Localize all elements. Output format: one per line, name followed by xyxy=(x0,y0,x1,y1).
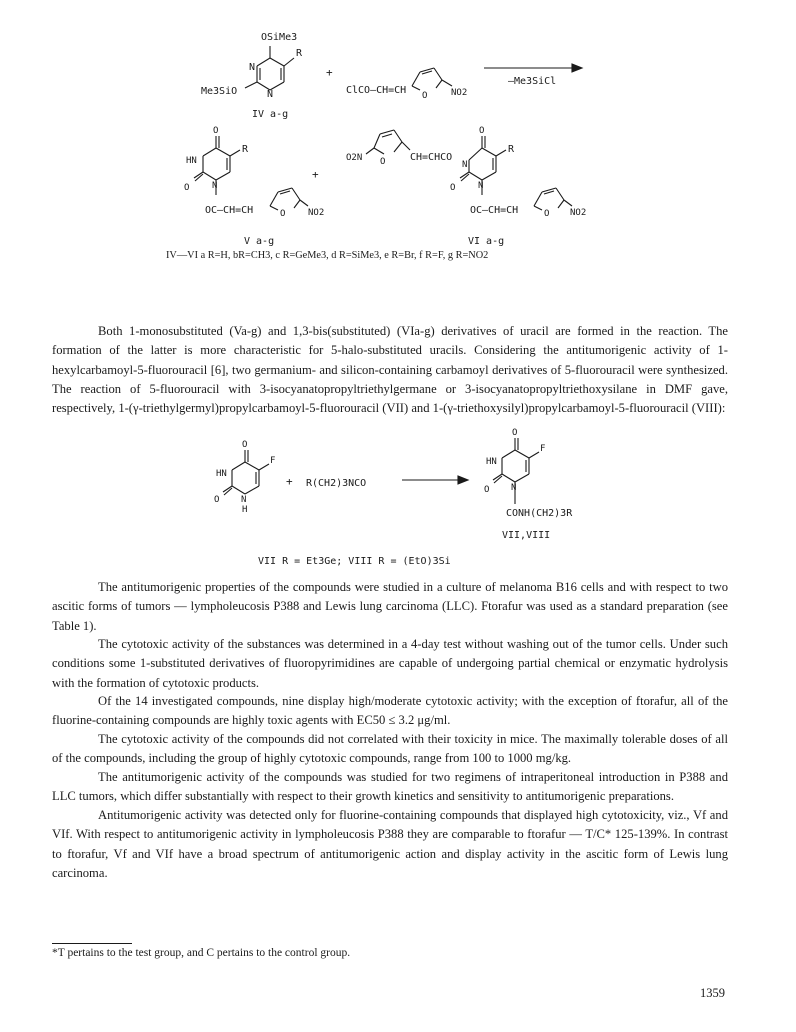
compound-vi-structure xyxy=(346,126,586,247)
carbonyl-oxygen-label: O xyxy=(184,183,190,193)
me3sio-label: Me3SiO xyxy=(201,86,238,97)
plus-sign: + xyxy=(312,168,319,181)
compound-iv-label: IV a-g xyxy=(252,109,289,120)
carbamoyl-chain-label: CONH(CH2)3R xyxy=(506,508,573,519)
hn-label: HN xyxy=(486,457,497,467)
compound-iv-structure xyxy=(201,32,303,120)
compound-vii-viii-structure xyxy=(484,428,573,541)
fluorine-label: F xyxy=(540,444,546,454)
r-label: R xyxy=(242,144,249,155)
carbonyl-oxygen-label: O xyxy=(484,485,490,495)
furan-oxygen-label: O xyxy=(544,209,550,219)
hn-label: HN xyxy=(186,156,197,166)
footnote-rule xyxy=(52,943,132,944)
body-paragraph: The cytotoxic activity of the compounds did not correlated with their toxicity in mice. The maximally tolerable doses of all of the compounds, including the group of highly cytotoxic compounds, range from 100 to 1000 mg/kg. xyxy=(52,732,728,766)
no2-label: NO2 xyxy=(451,88,468,98)
n-label: N xyxy=(462,160,468,170)
ch-chco-chain-label: CH=CHCO xyxy=(410,152,453,163)
furan-oxygen-label: O xyxy=(280,209,286,219)
carbonyl-oxygen-label: O xyxy=(512,428,518,438)
fluorine-label: F xyxy=(270,456,276,466)
o2n-label: O2N xyxy=(346,153,363,163)
n-label: N xyxy=(267,89,274,100)
acyl-chloride-structure xyxy=(346,68,467,101)
n-label: N xyxy=(478,181,484,191)
body-paragraph: The antitumorigenic properties of the compounds were studied in a culture of melanoma B16 cells and with respect to two ascitic forms of tumors — lympholeucosis P388 and Lewis lung carcinoma (LLC). Ftorafur was used as a standard preparation (see Table 1). xyxy=(52,580,728,633)
arrow-condition-label: –Me3SiCl xyxy=(508,76,557,87)
substituent-key: IV—VI a R=H, bR=CH3, c R=GeMe3, d R=SiMe3, e R=Br, f R=F, g R=NO2 xyxy=(166,250,489,261)
plus-sign: + xyxy=(286,475,293,488)
body-paragraph: The antitumorigenic activity of the compounds was studied for two regimens of intraperitoneal introduction in P388 and LLC tumors, which differ substantially with respect to their growth kinetics and sensitivity to antitumorigenic preparations. xyxy=(52,770,728,804)
oc-ch-ch-chain-label: OC–CH=CH xyxy=(205,205,254,216)
body-paragraph: Both 1-monosubstituted (Va-g) and 1,3-bis(substituted) (VIa-g) derivatives of uracil are formed in the reaction. The formation of the latter is more characteristic for 5-halo-substituted uracils. Considering the antitumorigenic activity of 1-hexylcarbamoyl-5-fluorouracil [6], two germanium- and silicon-containing carbamoyl derivatives of 5-fluorouracil were synthesized. The reaction of 5-fluorouracil with 3-isocyanatopropyltriethylgermane or 3-isocyanatopropyltriethoxysilane in DMF gave, respectively, 1-(γ-triethylgermyl)propylcarbamoyl-5-fluorouracil (VII) and 1-(γ-triethoxysilyl)propylcarbamoyl-5-fluorouracil (VIII): xyxy=(52,324,728,416)
no2-label: NO2 xyxy=(308,208,325,218)
n-label: N xyxy=(511,483,517,493)
page-number: 1359 xyxy=(700,986,725,1000)
carbonyl-oxygen-label: O xyxy=(213,126,219,136)
fluorouracil-structure xyxy=(214,440,275,515)
plus-sign: + xyxy=(326,66,333,79)
r-label: R xyxy=(296,48,303,59)
n-label: N xyxy=(212,181,218,191)
compound-vii-viii-label: VII,VIII xyxy=(502,530,551,541)
furan-oxygen-label: O xyxy=(380,157,386,167)
hn-label: HN xyxy=(216,469,227,479)
carbonyl-oxygen-label: O xyxy=(242,440,248,450)
h-label: H xyxy=(242,505,248,515)
oc-ch-ch-chain-label: OC–CH=CH xyxy=(470,205,519,216)
clco-ch-ch-label: ClCO–CH=CH xyxy=(346,85,407,96)
reaction-arrow xyxy=(402,476,468,484)
footnote: *T pertains to the test group, and C pertains to the control group. xyxy=(52,947,351,959)
r-definitions: VII R = Et3Ge; VIII R = (EtO)3Si xyxy=(258,556,451,567)
r-label: R xyxy=(508,144,515,155)
furan-oxygen-label: O xyxy=(422,91,428,101)
n-label: N xyxy=(241,495,247,505)
body-paragraph: Of the 14 investigated compounds, nine display high/moderate cytotoxic activity; with the exception of ftorafur, all of the fluorine-containing compounds are highly toxic agents with EC50 ≤ 3.2 μg/ml. xyxy=(52,694,728,728)
carbonyl-oxygen-label: O xyxy=(479,126,485,136)
compound-v-structure xyxy=(184,126,324,247)
no2-label: NO2 xyxy=(570,208,587,218)
compound-v-label: V a-g xyxy=(244,236,275,247)
isocyanate-reagent-label: R(CH2)3NCO xyxy=(306,478,367,489)
carbonyl-oxygen-label: O xyxy=(214,495,220,505)
carbonyl-oxygen-label: O xyxy=(450,183,456,193)
osime3-label: OSiMe3 xyxy=(261,32,298,43)
body-paragraph: Antitumorigenic activity was detected only for fluorine-containing compounds that displayed high cytotoxicity, viz., Vf and VIf. With respect to antitumorigenic activity in lympholeucosis P388 they are comparable to ftorafur — T/C* 125-139%. In contrast to ftorafur, Vf and VIf have a broad spectrum of antitumorigenic action and display activity in the ascitic form of Lewis lung carcinoma. xyxy=(52,808,728,880)
n-label: N xyxy=(249,62,256,73)
reaction-arrow xyxy=(484,64,582,87)
body-paragraph: The cytotoxic activity of the substances was determined in a 4-day test without washing out of the tumor cells. Under such conditions some 1-substituted derivatives of fluoropyrimidines are capable of undergoing partial chemical or enzymatic hydrolysis with the formation of cytotoxic products. xyxy=(52,637,728,690)
compound-vi-label: VI a-g xyxy=(468,236,505,247)
